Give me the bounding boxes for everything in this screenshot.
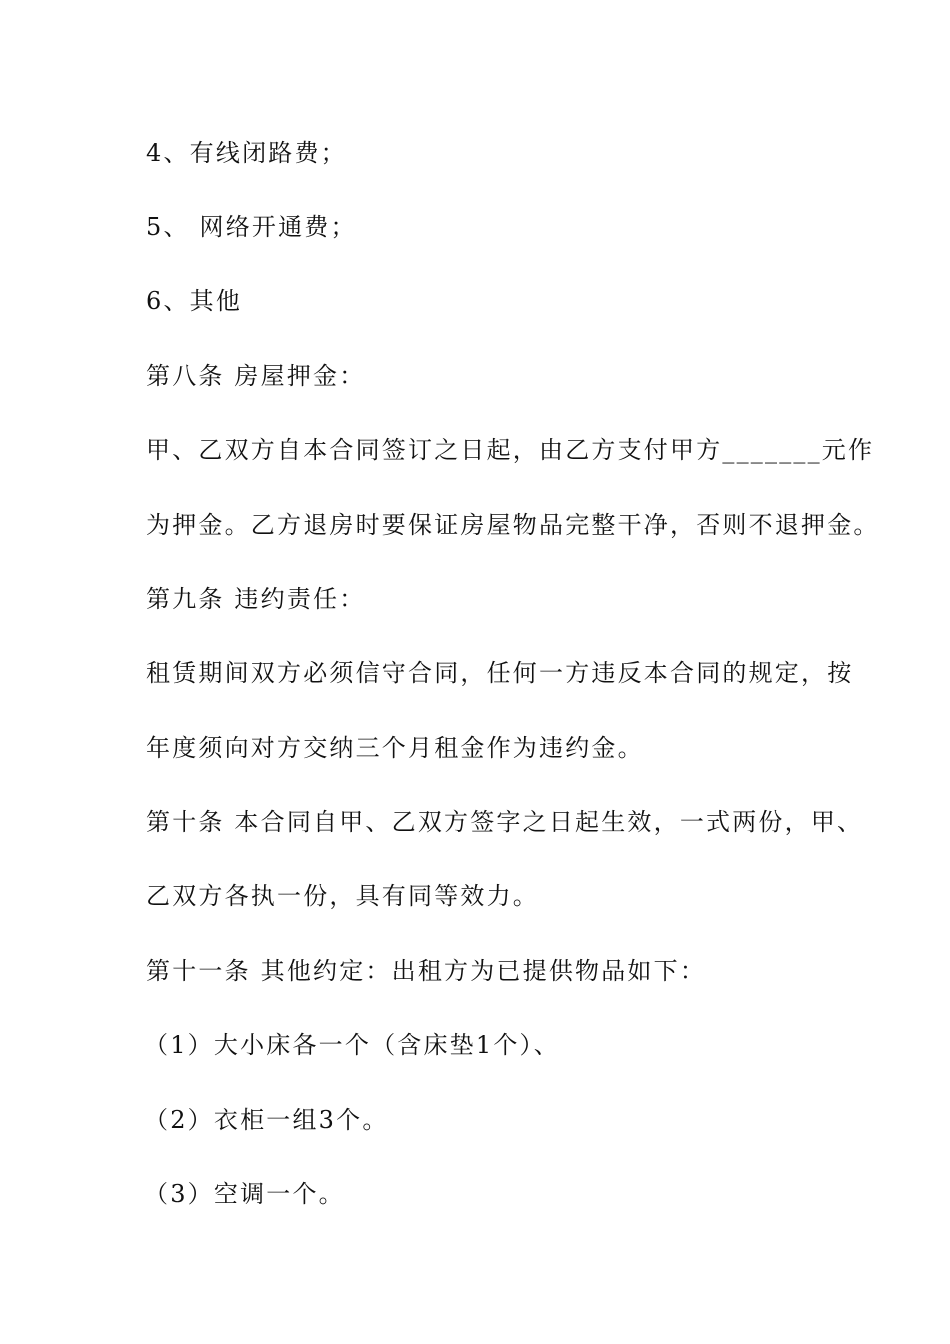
article-8-text-2: 为押金。乙方退房时要保证房屋物品完整干净，否则不退押金。 (146, 511, 880, 539)
list-item-wardrobe: （2）衣柜一组3个。 (144, 1106, 389, 1134)
article-10-text-1: 第十条 本合同自甲、乙双方签字之日起生效，一式两份，甲、 (146, 808, 864, 836)
article-9-text-2: 年度须向对方交纳三个月租金作为违约金。 (146, 734, 644, 762)
text-line-utility-network: 5、 网络开通费； (146, 213, 357, 241)
article-9-heading: 第九条 违约责任： (146, 585, 366, 613)
article-11-text: 第十一条 其他约定：出租方为已提供物品如下： (146, 957, 707, 985)
list-item-air-conditioner: （3）空调一个。 (144, 1180, 345, 1208)
list-item-bed: （1）大小床各一个（含床垫1个）、 (144, 1031, 560, 1059)
article-8-text-1: 甲、乙双方自本合同签订之日起，由乙方支付甲方_______元作 (146, 436, 875, 464)
article-10-text-2: 乙双方各执一份，具有同等效力。 (146, 882, 539, 910)
text-line-utility-cable: 4、有线闭路费； (146, 139, 347, 167)
text-line-utility-other: 6、其他 (146, 287, 243, 315)
article-8-heading: 第八条 房屋押金： (146, 362, 366, 390)
article-9-text-1: 租赁期间双方必须信守合同，任何一方违反本合同的规定，按 (146, 659, 854, 687)
